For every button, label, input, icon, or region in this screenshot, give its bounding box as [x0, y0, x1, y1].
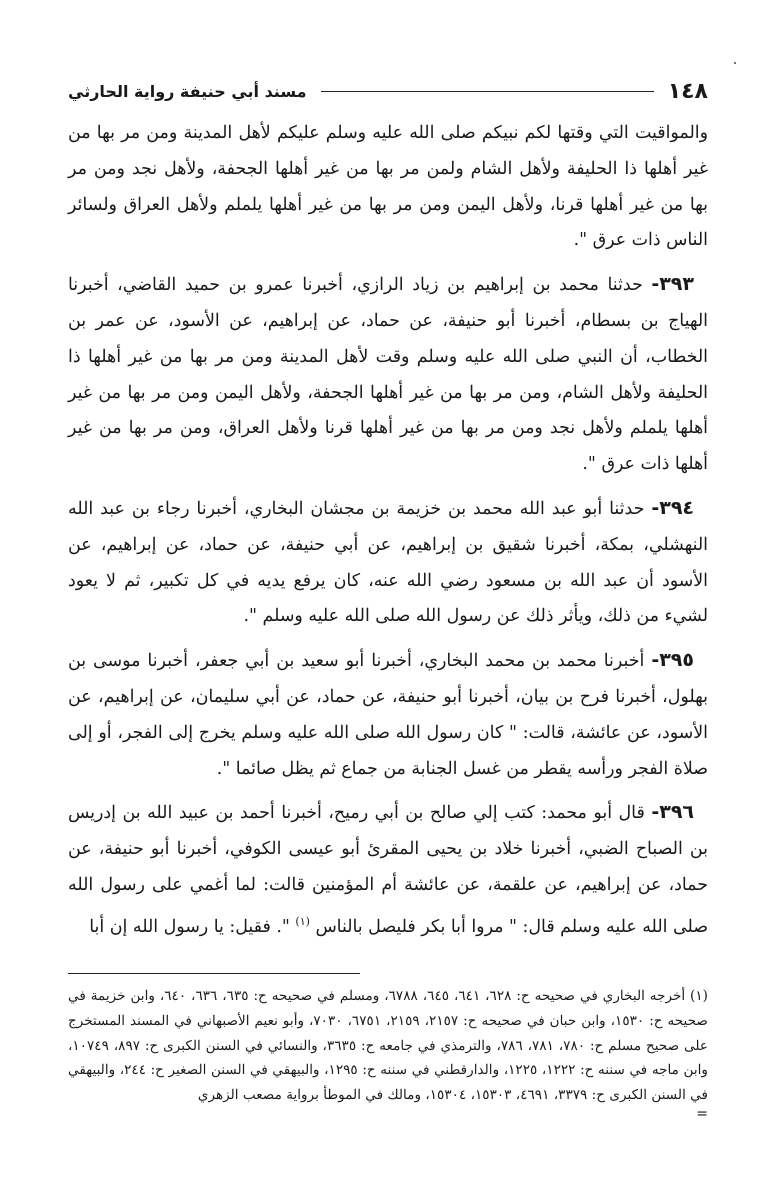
hadith-394: [68, 491, 708, 635]
hadith-text: حدثنا محمد بن إبراهيم بن زياد الرازي، أخبرنا عمرو بن حميد القاضي، أخبرنا الهياج بن بسطام، أخبرنا أبو حنيفة، عن حماد، عن إبراهيم، عن الأسود، عن عمر بن الخطاب، أن النبي صلى الله عليه وسلم وقت لأهل المدينة ومن مر بها من غير أهلها ذا الحليفة ولأهل الشام، ومن مر بها من غير أهلها الجحفة، ولأهل اليمن ومن مر بها من غير أهلها يلملم ولأهل نجد ومن مر بها من غير أهلها قرنا ولأهل العراق، ومن مر بها من غير أهلها ذات عرق ".: [68, 275, 708, 475]
running-title: مسند أبي حنيفة رواية الحارثي: [68, 81, 307, 101]
hadith-number: ٣٩٦-: [651, 801, 695, 824]
book-page: [68, 74, 708, 1121]
footnote-separator: [68, 973, 360, 974]
main-text: [68, 116, 708, 945]
hadith-text-continued: ". فقيل: يا رسول الله إن أبا: [89, 916, 290, 937]
hadith-text: حدثنا أبو عبد الله محمد بن خزيمة بن مجشان البخاري، أخبرنا رجاء بن عبد الله النهشلي، بمكة، أخبرنا شقيق بن إبراهيم، عن أبي حنيفة، عن حماد، عن إبراهيم، عن الأسود أن عبد الله بن مسعود رضي الله عنه، كان يرفع يديه في كل تكبير، ثم لا يعود لشيء من ذلك، ويأثر ذلك عن رسول الله صلى الله عليه وسلم ".: [68, 498, 708, 627]
hadith-393: [68, 267, 708, 483]
continuation-mark: =: [696, 1106, 708, 1123]
intro-paragraph: والمواقيت التي وقتها لكم نبيكم صلى الله عليه وسلم عليكم لأهل المدينة ومن مر بها من غير أهلها ذا الحليفة ولأهل الشام ولمن مر بها من غير أهلها الجحفة، ولأهل نجد ومن مر بها من غير أهلها قرنا، ولأهل اليمن ومن مر بها من غير أهلها يلملم ولأهل العراق ولسائر الناس ذات عرق ".: [68, 123, 708, 251]
header-rule: [321, 91, 654, 92]
footnote-1: (١) أخرجه البخاري في صحيحه ح: ٦٢٨، ٦٤١، ٦٤٥، ٦٧٨٨، ومسلم في صحيحه ح: ٦٣٥، ٦٣٦، ٦٤٠، وابن خزيمة في صحيحه ح: ١٥٣٠، وابن حبان في صحيحه ح: ٢١٥٧، ٢١٥٩، ٦٧٥١، ٧٠٣٠، وأبو نعيم الأصبهاني في المسند المستخرج على صحيح مسلم ح: ٧٨٠، ٧٨١، ٧٨٦، والترمذي في جامعه ح: ٣٦٣٥، والنسائي في السنن الكبرى ح: ٨٩٧، ١٠٧٤٩، وابن ماجه في سننه ح: ١٢٢٢، ١٢٢٥، والدارقطني في سننه ح: ١٢٩٥، والبيهقي في السنن الصغير ح: ٢٤٤، والبيهقي في السنن الكبرى ح: ٣٣٧٩، ٤٦٩١، ١٥٣٠٣، ١٥٣٠٤، ومالك في الموطأ برواية مصعب الزهري: [68, 988, 708, 1103]
hadith-number: ٣٩٣-: [651, 273, 694, 296]
hadith-396: [68, 795, 708, 945]
page-header: [68, 74, 708, 108]
hadith-395: [68, 643, 708, 787]
page-speck: [734, 62, 736, 64]
footnotes: [68, 984, 708, 1121]
hadith-text: أخبرنا محمد بن محمد البخاري، أخبرنا أبو سعيد بن أبي جعفر، أخبرنا موسى بن بهلول، أخبرنا فرح بن بيان، أخبرنا أبو حنيفة، عن حماد، عن أبي سليمان، عن إبراهيم، عن الأسود، عن عائشة، قالت: " كان رسول الله صلى الله عليه وسلم يخرج إلى الفجر، أو إلى صلاة الفجر ورأسه يقطر من غسل الجنابة من جماع ثم يظل صائما ".: [68, 651, 708, 779]
page-number: ١٤٨: [667, 78, 708, 104]
footnote-reference: (١): [295, 914, 310, 928]
hadith-number: ٣٩٥-: [651, 649, 694, 672]
hadith-number: ٣٩٤-: [651, 496, 695, 519]
hadith-text: قال أبو محمد: كتب إلي صالح بن أبي رميح، أخبرنا أحمد بن عبيد الله بن إدريس بن الصباح الضبي، أخبرنا خلاد بن يحيى المقرئ أبو عيسى الكوفي، أخبرنا أبو حنيفة، عن حماد، عن إبراهيم، عن علقمة، عن عائشة أم المؤمنين قالت: لما أغمي على رسول الله صلى الله عليه وسلم قال: " مروا أبا بكر فليصل بالناس: [68, 803, 708, 937]
